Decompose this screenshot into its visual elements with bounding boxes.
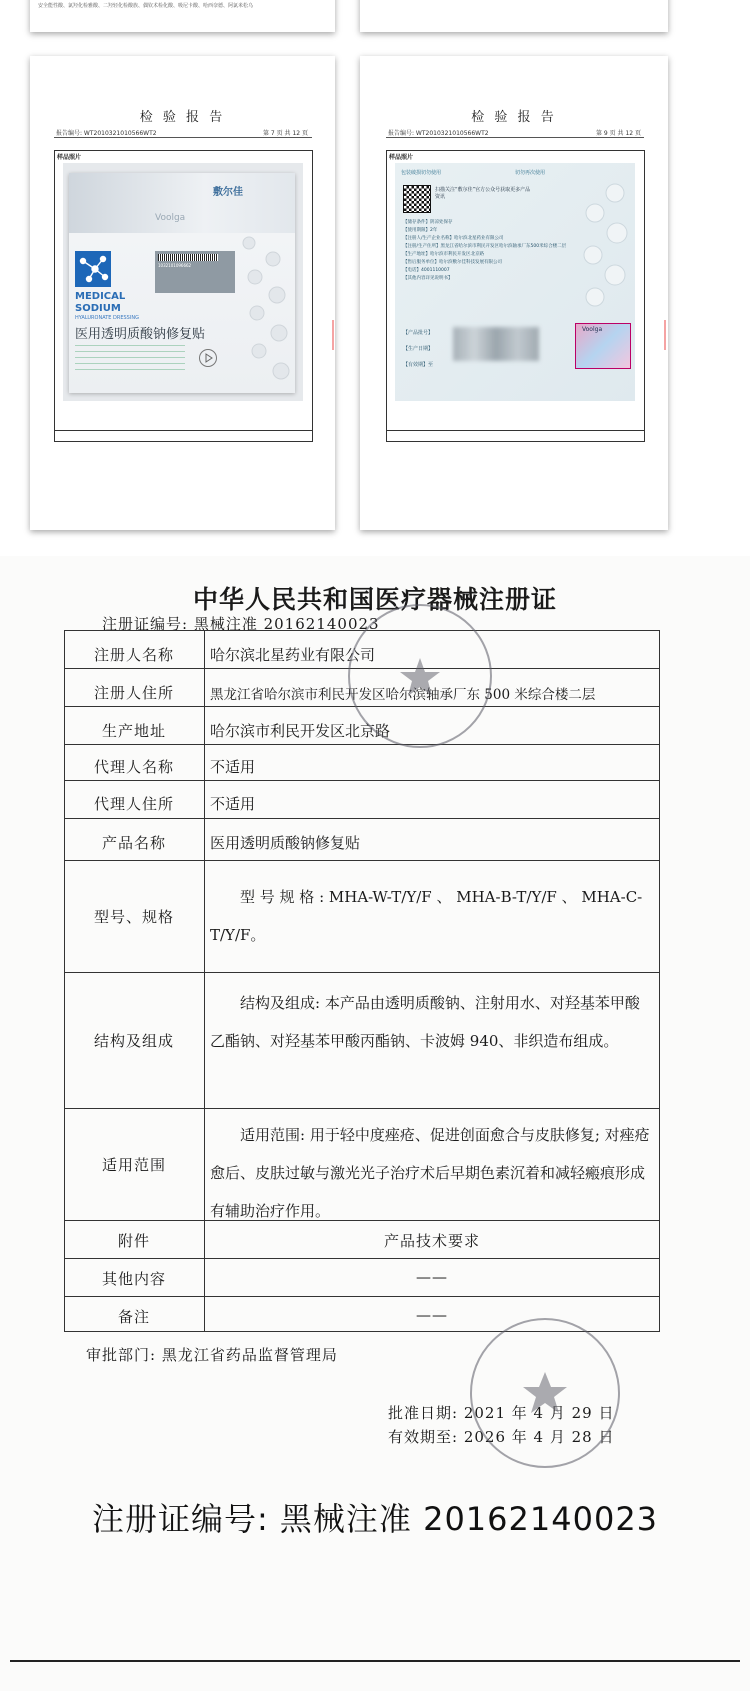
report-title: 检 验 报 告 [471, 110, 557, 125]
product-box-photo [63, 163, 303, 401]
company-seal [348, 604, 492, 748]
certificate-number: 注册证编号: 黑械注准 20162140023 [102, 615, 380, 633]
label-info-3: 【注册人/生产企业名称】哈尔滨北星药业有限公司 [403, 236, 504, 241]
row-value-agent-address: 不适用 [210, 795, 256, 813]
molecule-icon [75, 251, 111, 287]
report-page-fragment-left [30, 0, 335, 32]
label-info-6: 【售后服务单位】哈尔滨敷尔佳科技发展有限公司 [403, 260, 502, 265]
product-back-photo [395, 163, 635, 401]
medical-label: MEDICAL [75, 291, 126, 302]
qr-code [403, 185, 431, 213]
dressing-label: HYALURONATE DRESSING [75, 315, 139, 321]
sample-photo-label: 样品照片 [389, 154, 414, 161]
sample-photo-label: 样品照片 [57, 154, 82, 161]
row-value-registrant-address: 黑龙江省哈尔滨市利民开发区哈尔滨轴承厂东 500 米综合楼二层 [210, 687, 596, 703]
warning-damaged: 包装破损切勿使用 [401, 170, 442, 176]
sample-photo-box [386, 150, 645, 442]
row-label-remarks: 备注 [117, 1308, 150, 1326]
row-value-registrant-name: 哈尔滨北星药业有限公司 [210, 646, 376, 664]
row-label-other: 其他内容 [101, 1270, 166, 1288]
product-name-cn: 医用透明质酸钠修复贴 [75, 327, 206, 342]
report-page-info: 第 7 页 共 12 页 [263, 130, 308, 137]
sample-photo-box [54, 150, 313, 442]
row-label-product-name: 产品名称 [101, 834, 166, 852]
row-value-composition: 结构及组成: 本产品由透明质酸钠、注射用水、对羟基苯甲酸乙酯钠、对羟基苯甲酸丙酯钠、卡波姆 940、非织造布组成。 [210, 994, 640, 1050]
play-icon [199, 349, 217, 367]
row-label-agent-name: 代理人名称 [93, 758, 174, 776]
row-label-production-address: 生产地址 [101, 722, 166, 740]
row-label-agent-address: 代理人住所 [93, 795, 174, 813]
valid-until: 有效期至: 2026 年 4 月 28 日 [388, 1428, 615, 1446]
batch-field: 【产品批号】 [403, 330, 434, 336]
row-value-remarks: —— [416, 1306, 448, 1324]
qr-text: 扫描关注“敷尔佳”官方公众号获取更多产品资讯 [435, 187, 531, 200]
report-number: 报告编号: WT2010321010566WT2 [56, 130, 157, 137]
row-label-registrant-address: 注册人住所 [93, 684, 174, 702]
row-label-registrant-name: 注册人名称 [93, 646, 174, 664]
report-page-7 [30, 56, 335, 530]
expiry-field: 【有效期】至 [403, 362, 434, 368]
approval-department: 审批部门: 黑龙江省药品监督管理局 [86, 1346, 338, 1364]
label-info-2: 【使用期限】2年 [403, 228, 438, 233]
row-label-attachment: 附件 [117, 1232, 150, 1250]
barcode-label: 1032101096662 [155, 251, 235, 293]
sodium-label: SODIUM [75, 303, 121, 314]
row-value-model-spec: 型 号 规 格 : MHA-W-T/Y/F 、 MHA-B-T/Y/F 、 MHA-C-T/Y/F。 [210, 888, 643, 944]
blurred-batch-number [453, 327, 539, 361]
report-number: 报告编号: WT2010321010566WT2 [388, 130, 489, 137]
label-info-8: 【其他内容详见说明书】 [403, 276, 453, 281]
row-value-attachment: 产品技术要求 [383, 1232, 480, 1250]
brand-en: Voolga [155, 213, 186, 223]
report-page-9 [360, 56, 668, 530]
label-info-7: 【电话】4001110007 [403, 268, 450, 273]
label-info-4: 【注册/生产住所】黑龙江省哈尔滨市利民开发区哈尔滨轴承厂东500米综合楼二层 [403, 244, 567, 249]
report-page-fragment-right [360, 0, 668, 32]
report-page-info: 第 9 页 共 12 页 [596, 130, 641, 137]
registration-number-banner: 注册证编号: 黑械注准 20162140023 [91, 1500, 659, 1538]
row-value-product-name: 医用透明质酸钠修复贴 [210, 834, 361, 852]
date-field: 【生产日期】 [403, 346, 434, 352]
authority-seal [470, 1318, 620, 1468]
warning-reuse: 切勿再次使用 [515, 170, 546, 176]
report-title: 检 验 报 告 [139, 110, 226, 125]
row-value-agent-name: 不适用 [210, 758, 256, 776]
certificate-title: 中华人民共和国医疗器械注册证 [192, 585, 557, 614]
registration-certificate [0, 556, 750, 1691]
approval-date: 批准日期: 2021 年 4 月 29 日 [388, 1404, 615, 1422]
label-info-5: 【生产地址】哈尔滨市利民开发区北京路 [403, 252, 484, 257]
label-info-1: 【储存条件】阴凉处保存 [403, 220, 453, 225]
brand-cn: 敷尔佳 [213, 187, 243, 198]
row-value-scope: 适用范围: 用于轻中度痤疮、促进创面愈合与皮肤修复; 对痤疮愈后、皮肤过敏与激光光子治疗术后早期色素沉着和减轻瘢痕形成有辅助治疗作用。 [210, 1126, 650, 1220]
row-value-other: —— [416, 1268, 448, 1286]
row-value-production-address: 哈尔滨市利民开发区北京路 [210, 722, 391, 740]
anti-counterfeit-label: Voolga [575, 323, 631, 369]
row-label-scope: 适用范围 [101, 1156, 166, 1174]
fragment-text: 安全能性酸、氯羟化检雅酸、二羟轻化检酸族、偶钦术检化酸、吸尼卡酸、哈西奈德、阿氯米松乌 [38, 3, 254, 9]
row-label-composition: 结构及组成 [93, 1032, 174, 1050]
row-label-model-spec: 型号、规格 [93, 908, 174, 926]
